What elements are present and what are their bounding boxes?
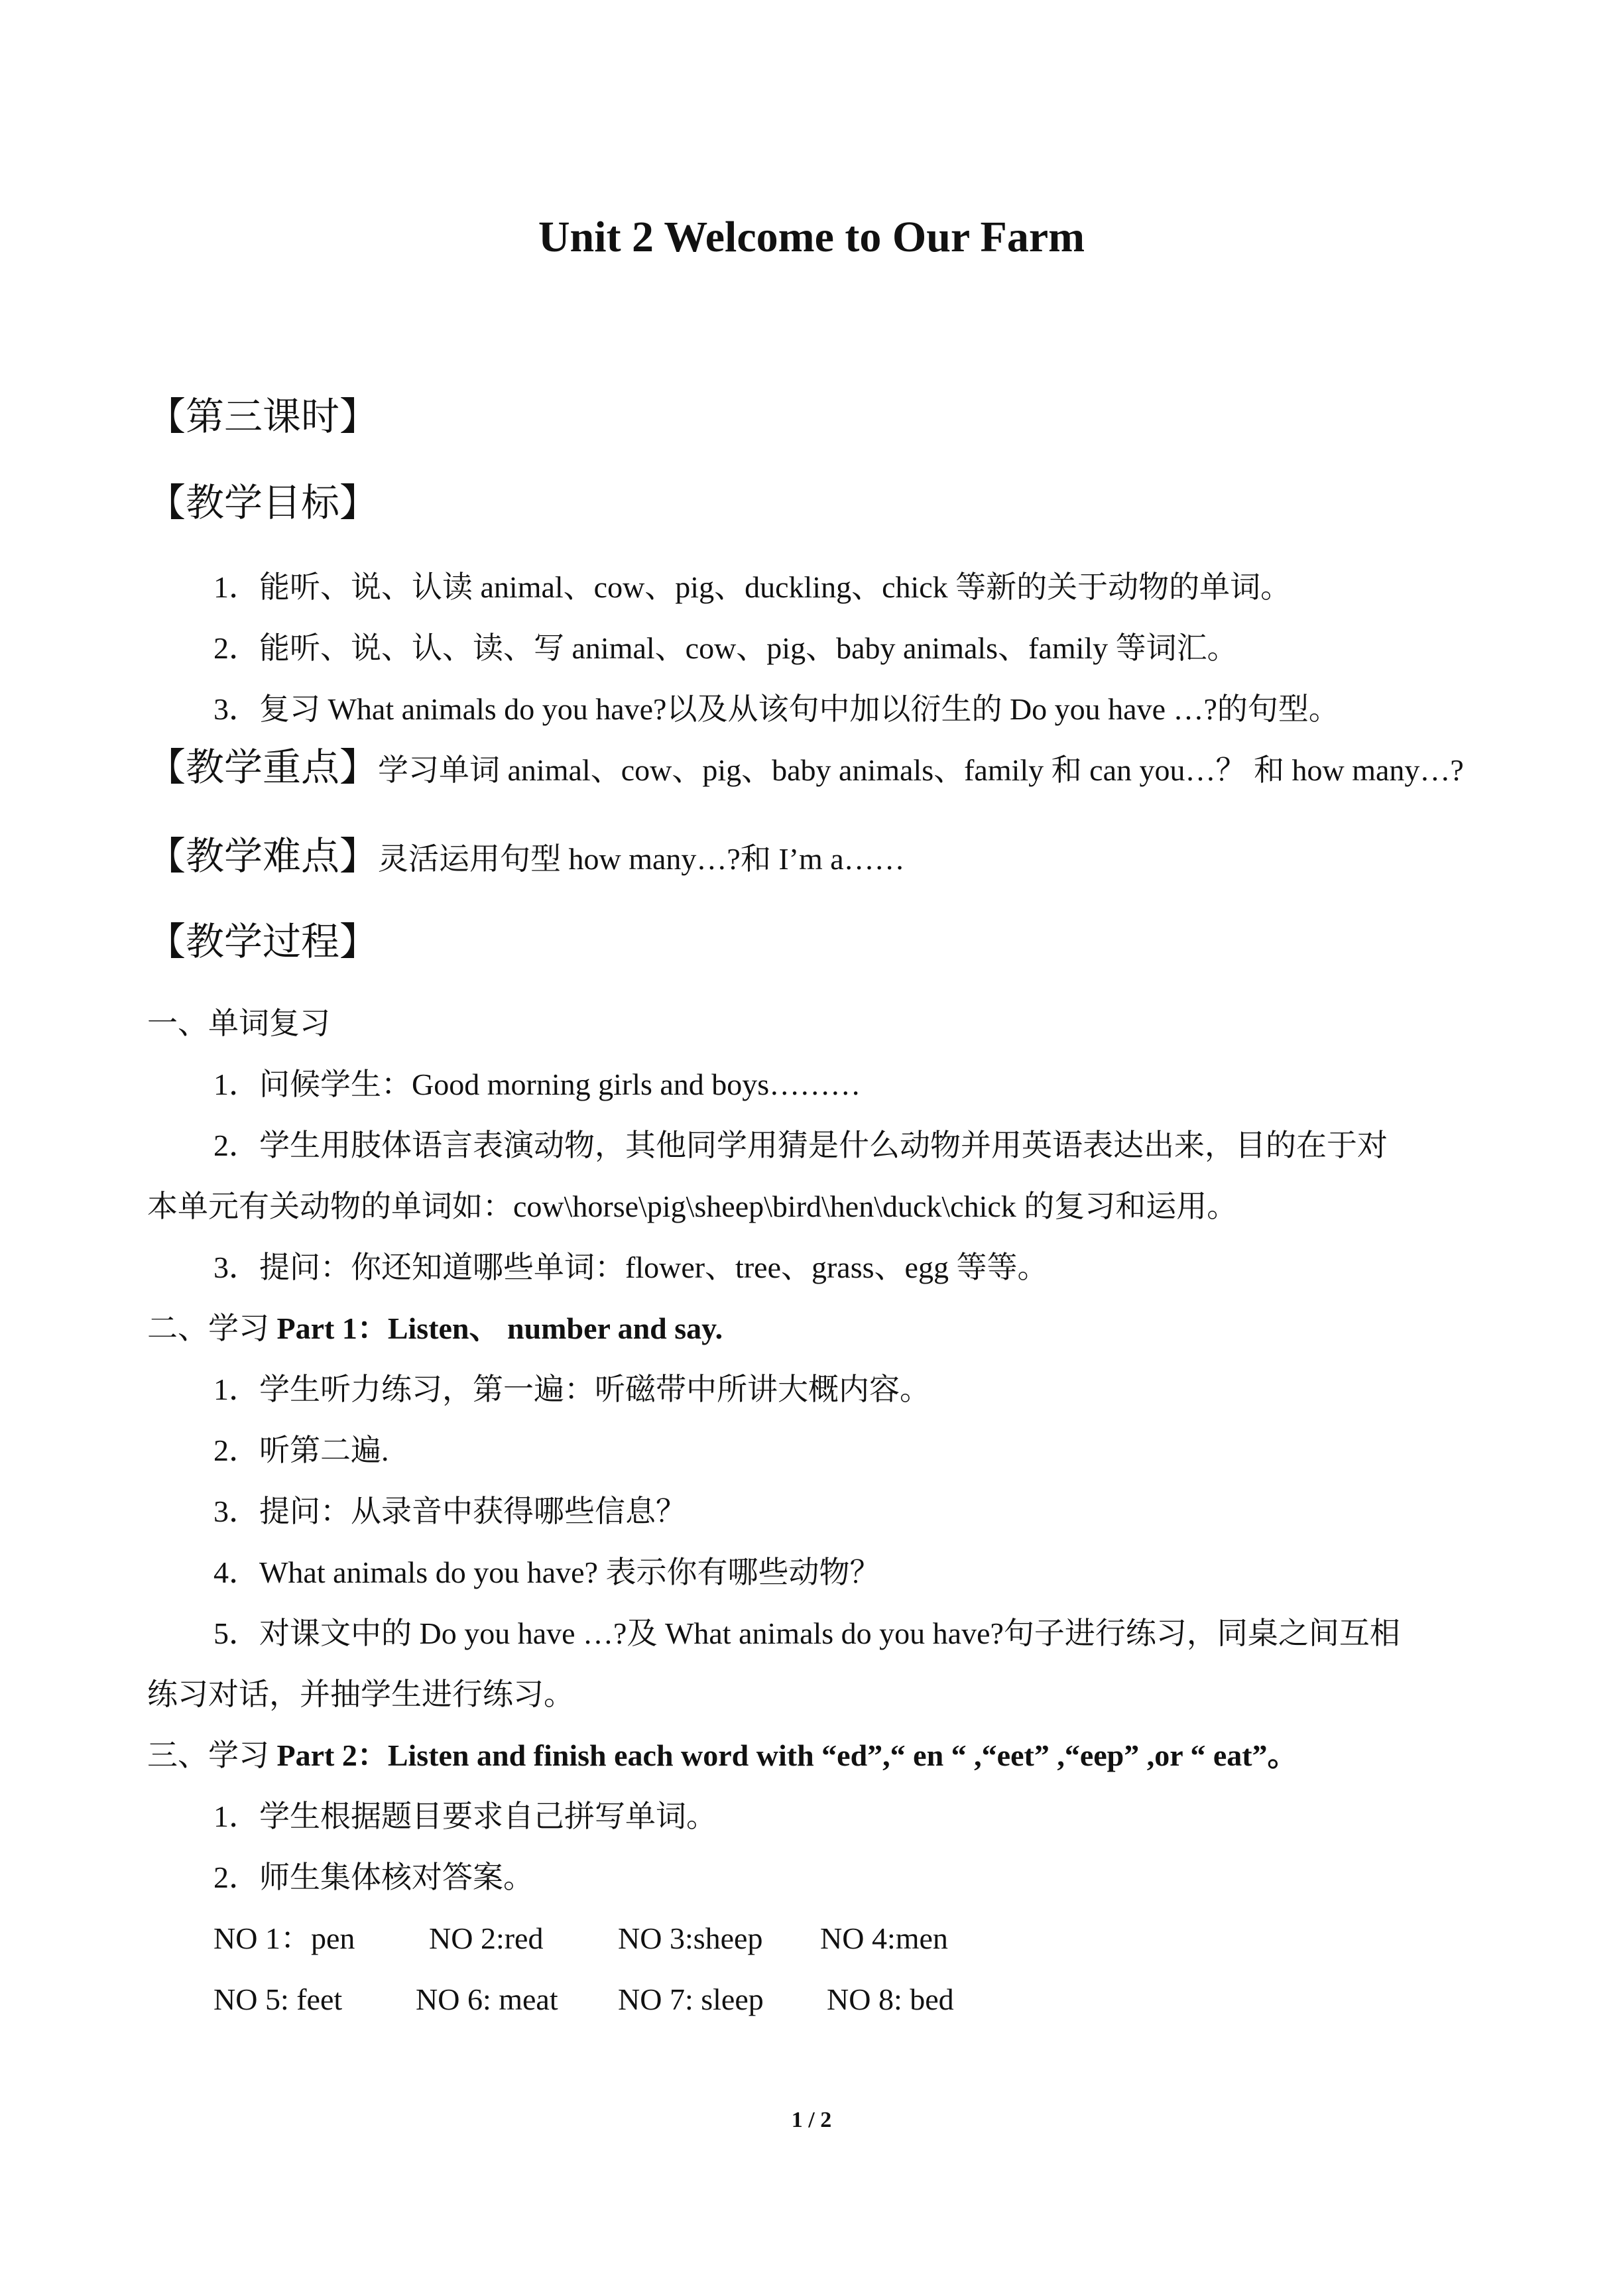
section2-item: 1．学生听力练习，第一遍：听磁带中所讲大概内容。 (213, 1372, 930, 1406)
key-points-row (147, 748, 1464, 790)
answers-row (213, 1980, 954, 2020)
difficult-points-text: 灵活运用句型 how many…?和 I’m a…… (378, 842, 905, 876)
section3-item: 2．师生集体核对答案。 (213, 1860, 534, 1894)
document-title: Unit 2 Welcome to Our Farm (538, 213, 1085, 261)
objective-item: 1．能听、说、认读 animal、cow、pig、duckling、chick 等新的关于动物的单词。 (213, 570, 1292, 604)
section1-item: 2．学生用肢体语言表演动物，其他同学用猜是什么动物并用英语表达出来，目的在于对 (213, 1128, 1388, 1162)
answer-cell: NO 4:men (820, 1921, 948, 1955)
section2-item: 4．What animals do you have? 表示你有哪些动物？ (213, 1555, 880, 1589)
section2-item-continued: 练习对话，并抽学生进行练习。 (147, 1677, 574, 1711)
answer-cell: NO 3:sheep (618, 1921, 763, 1955)
section2-item: 3．提问：从录音中获得哪些信息？ (213, 1494, 686, 1528)
objective-item: 2．能听、说、认、读、写 animal、cow、pig、baby animals、family 等词汇。 (213, 631, 1238, 665)
section1-item: 3．提问：你还知道哪些单词：flower、tree、grass、egg 等等。 (213, 1250, 1048, 1284)
section3-prefix: 三、学习 (147, 1738, 277, 1772)
answer-cell: NO 7: sleep (618, 1982, 764, 2016)
key-points-text: 学习单词 animal、cow、pig、baby animals、family 和 can you…？ 和 how many…? (378, 753, 1464, 787)
section2-item: 5．对课文中的 Do you have …?及 What animals do you have?句子进行练习，同桌之间互相 (213, 1616, 1400, 1650)
page-number: 1 / 2 (791, 2108, 832, 2132)
section3-title (147, 1736, 1298, 1776)
section1-item: 1．问候学生：Good morning girls and boys……… (213, 1067, 861, 1101)
difficult-points-row (147, 837, 905, 879)
answer-cell: NO 2:red (429, 1921, 544, 1955)
section1-item-continued: 本单元有关动物的单词如：cow\horse\pig\sheep\bird\hen\duck\chick 的复习和运用。 (147, 1189, 1238, 1223)
lesson-heading: 【第三课时】 (147, 395, 379, 438)
section2-prefix: 二、学习 (147, 1311, 277, 1345)
difficult-points-label: 【教学难点】 (147, 835, 379, 878)
objective-item: 3．复习 What animals do you have?以及从该句中加以衍生的 Do you have …?的句型。 (213, 692, 1339, 726)
objectives-heading: 【教学目标】 (147, 481, 379, 524)
section2-item: 2．听第二遍. (213, 1433, 389, 1467)
answers-row (213, 1919, 948, 1959)
answer-cell: NO 1：pen (213, 1921, 355, 1955)
section3-bold: Part 2：Listen and finish each word with “ed”,“ en “ ,“eet” ,“eep” ,or “ eat”。 (276, 1738, 1298, 1772)
key-points-label: 【教学重点】 (147, 746, 379, 789)
section2-bold: Part 1：Listen、 number and say. (276, 1311, 723, 1345)
section2-title (147, 1309, 723, 1349)
answer-cell: NO 6: meat (416, 1982, 558, 2016)
process-heading: 【教学过程】 (147, 920, 379, 963)
section3-item: 1．学生根据题目要求自己拼写单词。 (213, 1799, 717, 1833)
section1-title: 一、单词复习 (147, 1006, 330, 1040)
answer-cell: NO 5: feet (213, 1982, 343, 2016)
answer-cell: NO 8: bed (827, 1982, 954, 2016)
